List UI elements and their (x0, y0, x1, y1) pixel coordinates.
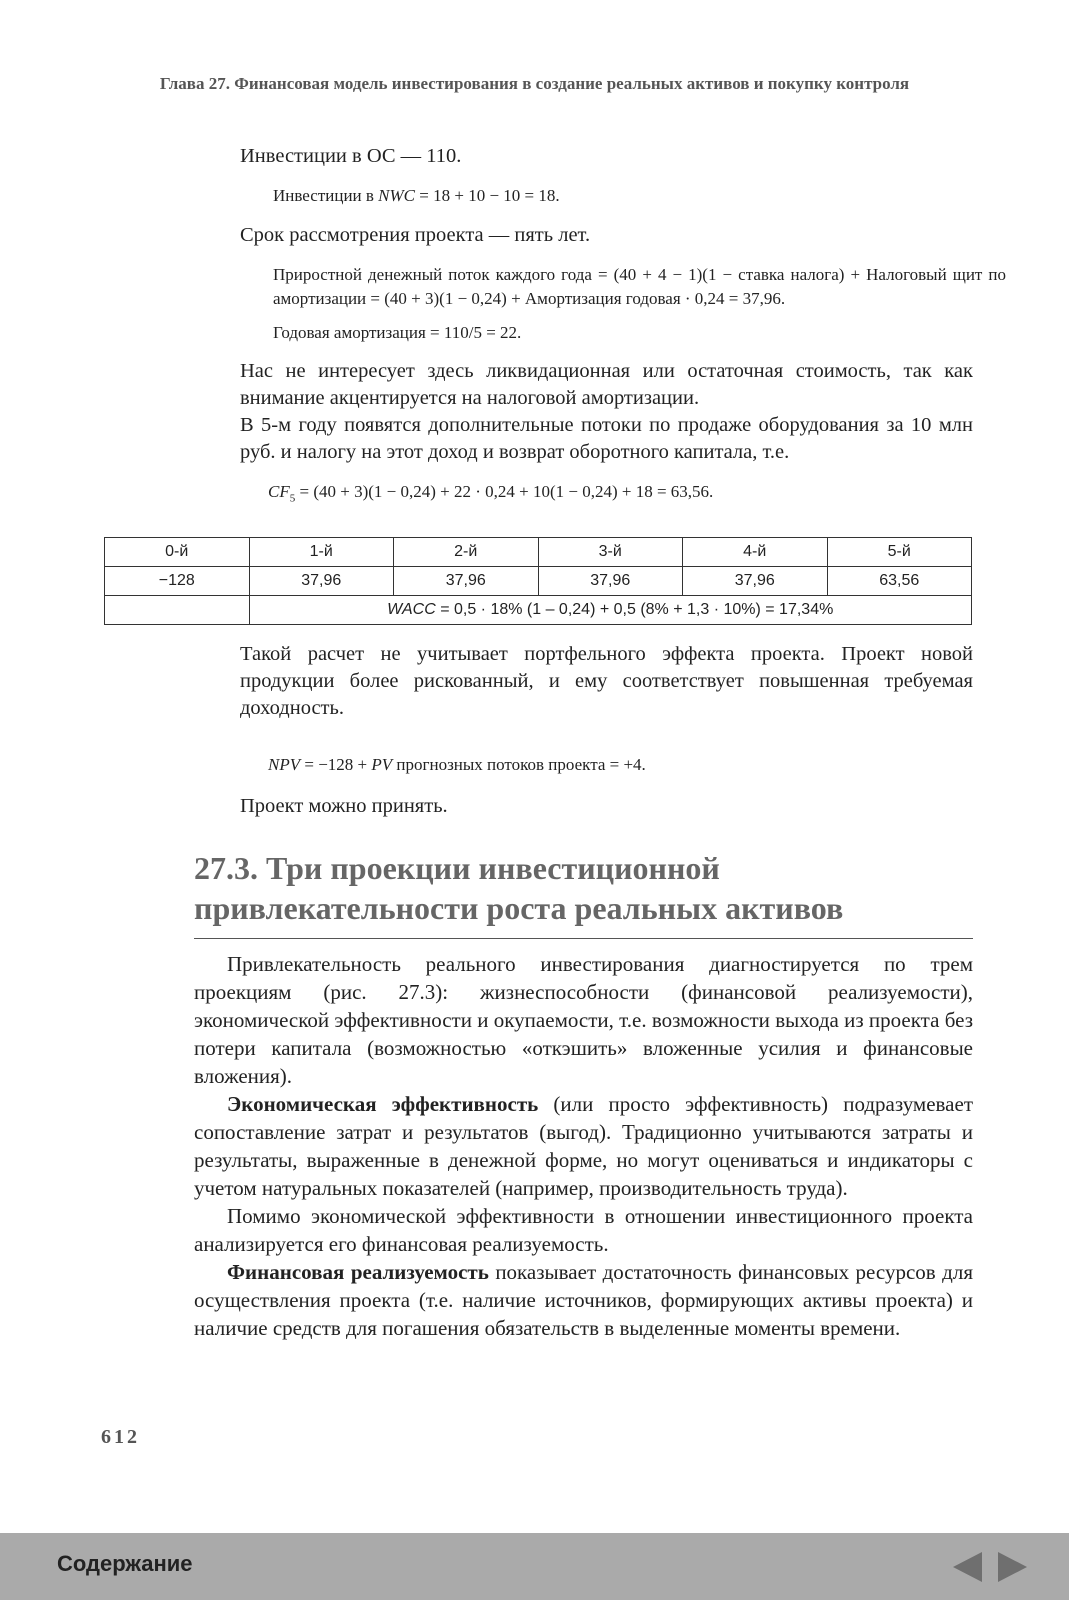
contents-link[interactable]: Содержание (57, 1551, 193, 1576)
next-page-icon[interactable] (998, 1552, 1027, 1582)
wacc-variable: WACC (387, 601, 436, 618)
cf5-expression: = (40 + 3)(1 − 0,24) + 22 · 0,24 + 10(1 − 0,24) + 18 = 63,56. (295, 482, 714, 501)
npv-middle: = −128 + (300, 755, 372, 774)
table-header-cell: 1-й (249, 538, 394, 567)
npv-variable: NPV (268, 755, 301, 774)
table-cell: 37,96 (394, 567, 539, 596)
prev-page-icon[interactable] (953, 1552, 982, 1582)
table-header-cell: 4-й (683, 538, 828, 567)
page-number: 612 (101, 1426, 140, 1448)
investment-nwc-formula: = 18 + 10 − 10 = 18. (415, 186, 560, 205)
footer-bar (0, 1533, 1069, 1600)
term-economic-efficiency: Экономическая эффективность (227, 1092, 539, 1116)
portfolio-paragraph: Такой расчет не учитывает портфельного эффекта проекта. Проект новой продукции более рискованный, и ему соответствует повышенная требуемая доходность. (240, 643, 973, 719)
project-accept: Проект можно принять. (240, 795, 448, 817)
cash-flow-formula: Приростной денежный поток каждого года = (40 + 4 − 1)(1 − ставка налога) + Налоговый щит по амортизации = (40 + 3)(1 − 0,24) + Амортизация годовая · 0,24 = 37,96. (273, 265, 1006, 308)
table-row (105, 567, 972, 596)
paragraph-financial-feasibility-intro: Помимо экономической эффективности в отношении инвестиционного проекта анализируется его финансовая реализуемость. (194, 1204, 973, 1256)
table-header-cell: 2-й (394, 538, 539, 567)
npv-formula (240, 753, 1001, 777)
wacc-formula-cell (249, 596, 972, 625)
pv-variable: PV (371, 755, 393, 774)
paragraph-financial-feasibility-text: показывает достаточность финансовых ресурсов для осуществления проекта (т.е. наличие источников, формирующих активы проекта) и наличие средств для погашения обязательств в выделенные моменты времени. (194, 1260, 973, 1340)
paragraph-economic-efficiency-text: (или просто эффективность) подразумевает сопоставление затрат и результатов (выгод). Традиционно учитываются затраты и результаты, выраженные в денежной форме, но могут оцениваться и индикаторы с учетом натуральных показателей (например, производительность труда). (194, 1092, 973, 1200)
investment-nwc (240, 184, 1006, 208)
paragraph-economic-efficiency (194, 1090, 973, 1202)
table-cell: 63,56 (827, 567, 972, 596)
table-header-cell: 3-й (538, 538, 683, 567)
table-header-cell: 0-й (105, 538, 250, 567)
table-row-wacc (105, 596, 972, 625)
investment-nwc-prefix: Инвестиции в (273, 186, 379, 205)
cf-variable: CF (268, 482, 290, 501)
npv-expression: прогнозных потоков проекта = +4. (392, 755, 646, 774)
annual-depreciation: Годовая амортизация = 110/5 = 22. (273, 323, 522, 342)
table-cell: 37,96 (683, 567, 828, 596)
running-header: Глава 27. Финансовая модель инвестирования в создание реальных активов и покупку контроля (159, 74, 910, 93)
nwc-variable: NWC (378, 186, 416, 205)
table-cell: 37,96 (249, 567, 394, 596)
table-header-cell: 5-й (827, 538, 972, 567)
year5-paragraph: В 5-м году появятся дополнительные потоки по продаже оборудования за 10 млн руб. и налогу на этот доход и возврат оборотного капитала, т.е. (240, 414, 973, 463)
table-cell: 37,96 (538, 567, 683, 596)
table-header-row (105, 538, 972, 567)
project-term: Срок рассмотрения проекта — пять лет. (240, 224, 591, 246)
liquidation-paragraph: Нас не интересует здесь ликвидационная или остаточная стоимость, так как внимание акцентируется на налоговой амортизации. (240, 360, 973, 409)
paragraph-attractiveness: Привлекательность реального инвестирования диагностируется по трем проекциям (рис. 27.3): жизнеспособности (финансовой реализуемости), экономической эффективности и окупаемости, т.е. возможности выхода из проекта без потери капитала (возможностью «откэшить» вложенные усилия и финансовые вложения). (194, 952, 973, 1088)
term-financial-feasibility: Финансовая реализуемость (227, 1260, 489, 1284)
section-body (194, 950, 973, 1342)
section-title (194, 848, 973, 939)
wacc-expression: = 0,5 · 18% (1 – 0,24) + 0,5 (8% + 1,3 · 10%) = 17,34% (435, 601, 834, 618)
paragraph-financial-feasibility (194, 1258, 973, 1342)
table-cell: −128 (105, 567, 250, 596)
investment-fixed-assets: Инвестиции в ОС — 110. (240, 145, 462, 167)
cash-flow-table (104, 537, 972, 625)
cf-subscript: 5 (289, 492, 296, 505)
section-title-line2: привлекательности роста реальных активов (194, 890, 844, 926)
cf5-formula (240, 480, 1001, 510)
table-cell-empty (105, 596, 250, 625)
section-title-line1: 27.3. Три проекции инвестиционной (194, 850, 720, 886)
